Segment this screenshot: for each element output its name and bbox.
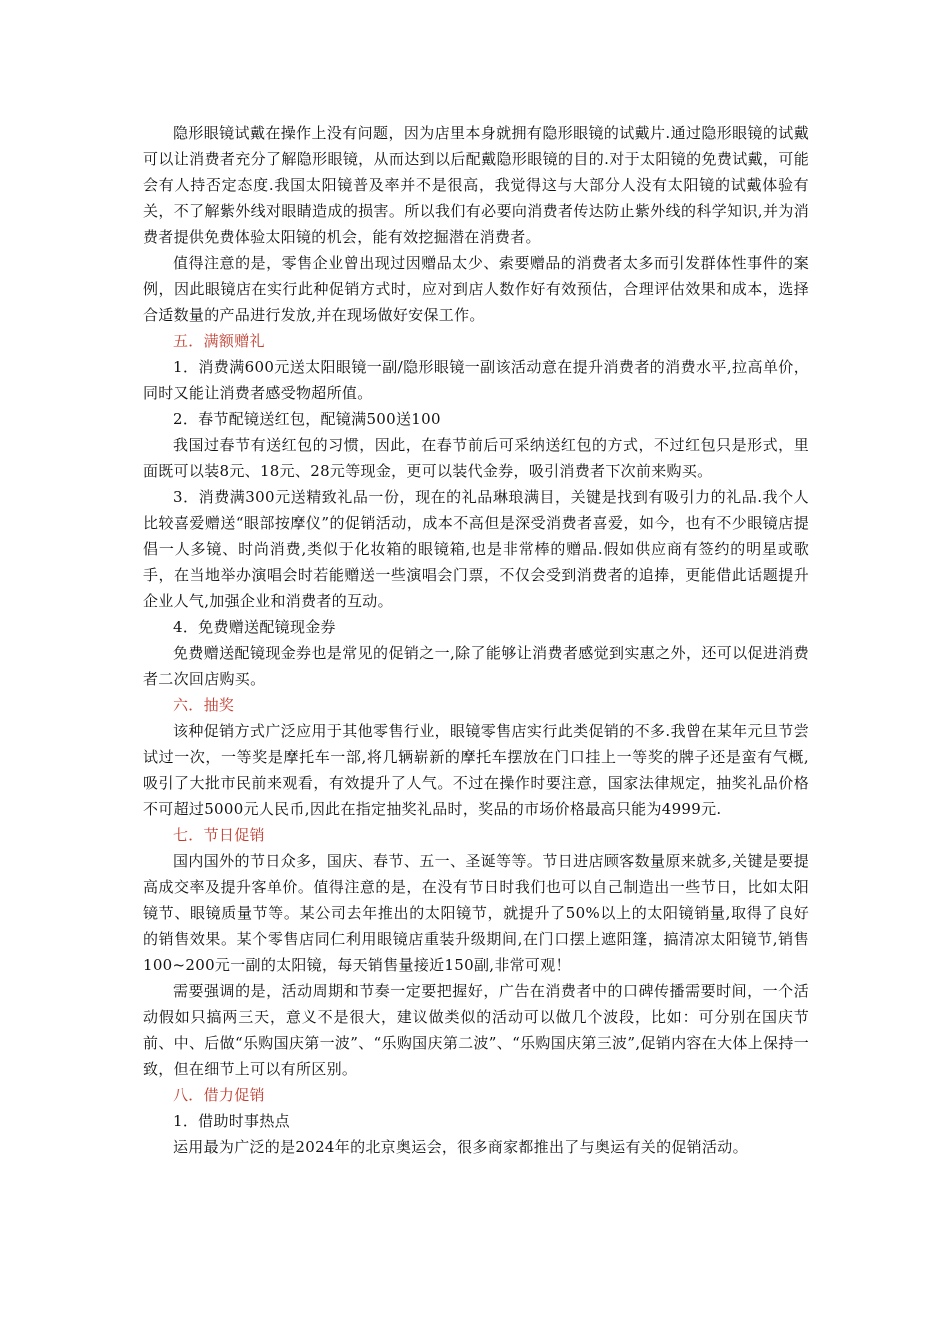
paragraph-red-envelope-detail: 我国过春节有送红包的习惯，因此，在春节前后可采纳送红包的方式，不过红包只是形式，里面既可以装8元、18元、28元等现金，更可以装代金券，吸引消费者下次前来购买。 <box>143 436 809 480</box>
section-heading-6: 六．抽奖 <box>173 696 235 714</box>
section-heading-8: 八．借力促销 <box>173 1086 265 1104</box>
paragraph-item-1-current-events: 1．借助时事热点 <box>173 1112 290 1130</box>
paragraph-holiday-detail: 国内国外的节日众多，国庆、春节、五一、圣诞等等。节日进店顾客数量原来就多,关键是要提高成交率及提升客单价。值得注意的是，在没有节日时我们也可以自己制造出一些节日，比如太阳镜节、眼镜质量节等。某公司去年推出的太阳镜节，就提升了50%以上的太阳镜销量,取得了良好的销售效果。某个零售店同仁利用眼镜店重装升级期间,在门口摆上遮阳篷，搞清凉太阳镜节,销售100~200元一副的太阳镜，每天销售量接近150副,非常可观！ <box>143 852 809 974</box>
section-heading-7: 七．节日促销 <box>173 826 265 844</box>
document-body <box>143 120 809 1160</box>
paragraph-lottery-detail: 该种促销方式广泛应用于其他零售行业，眼镜零售店实行此类促销的不多.我曾在某年元旦节尝试过一次，一等奖是摩托车一部,将几辆崭新的摩托车摆放在门口挂上一等奖的牌子还是蛮有气概,吸引了大批市民前来观看，有效提升了人气。不过在操作时要注意，国家法律规定，抽奖礼品价格不可超过5000元人民币,因此在指定抽奖礼品时，奖品的市场价格最高只能为4999元. <box>143 722 809 818</box>
paragraph-item-2-red-envelope: 2．春节配镜送红包，配镜满500送100 <box>173 410 441 428</box>
paragraph-item-3-spend-300: 3．消费满300元送精致礼品一份，现在的礼品琳琅满目，关键是找到有吸引力的礼品.我个人比较喜爱赠送“眼部按摩仪”的促销活动，成本不高但是深受消费者喜爱，如今，也有不少眼镜店提倡一人多镜、时尚消费,类似于化妆箱的眼镜箱,也是非常棒的赠品.假如供应商有签约的明星或歌手，在当地举办演唱会时若能赠送一些演唱会门票，不仅会受到消费者的追捧，更能借此话题提升企业人气,加强企业和消费者的互动。 <box>143 488 809 610</box>
paragraph-voucher-detail: 免费赠送配镜现金券也是常见的促销之一,除了能够让消费者感觉到实惠之外，还可以促进消费者二次回店购买。 <box>143 644 809 688</box>
paragraph-holiday-cycle: 需要强调的是，活动周期和节奏一定要把握好，广告在消费者中的口碑传播需要时间，一个活动假如只搞两三天，意义不是很大，建议做类似的活动可以做几个波段，比如：可分别在国庆节前、中、后做“乐购国庆第一波”、“乐购国庆第二波”、“乐购国庆第三波”,促销内容在大体上保持一致，但在细节上可以有所区别。 <box>143 982 809 1078</box>
section-heading-5: 五．满额赠礼 <box>173 332 265 350</box>
paragraph-item-4-voucher: 4．免费赠送配镜现金券 <box>173 618 336 636</box>
paragraph-olympics: 运用最为广泛的是2024年的北京奥运会，很多商家都推出了与奥运有关的促销活动。 <box>173 1138 748 1156</box>
paragraph-gift-caution: 值得注意的是，零售企业曾出现过因赠品太少、索要赠品的消费者太多而引发群体性事件的案例，因此眼镜店在实行此种促销方式时，应对到店人数作好有效预估，合理评估效果和成本，选择合适数量的产品进行发放,并在现场做好安保工作。 <box>143 254 809 324</box>
paragraph-item-1-spend-600: 1．消费满600元送太阳眼镜一副/隐形眼镜一副该活动意在提升消费者的消费水平,拉高单价，同时又能让消费者感受物超所值。 <box>143 358 809 402</box>
paragraph-contact-lens-trial: 隐形眼镜试戴在操作上没有问题，因为店里本身就拥有隐形眼镜的试戴片.通过隐形眼镜的试戴可以让消费者充分了解隐形眼镜，从而达到以后配戴隐形眼镜的目的.对于太阳镜的免费试戴，可能会有人持否定态度.我国太阳镜普及率并不是很高，我觉得这与大部分人没有太阳镜的试戴体验有关，不了解紫外线对眼睛造成的损害。所以我们有必要向消费者传达防止紫外线的科学知识,并为消费者提供免费体验太阳镜的机会，能有效挖掘潜在消费者。 <box>143 124 809 246</box>
